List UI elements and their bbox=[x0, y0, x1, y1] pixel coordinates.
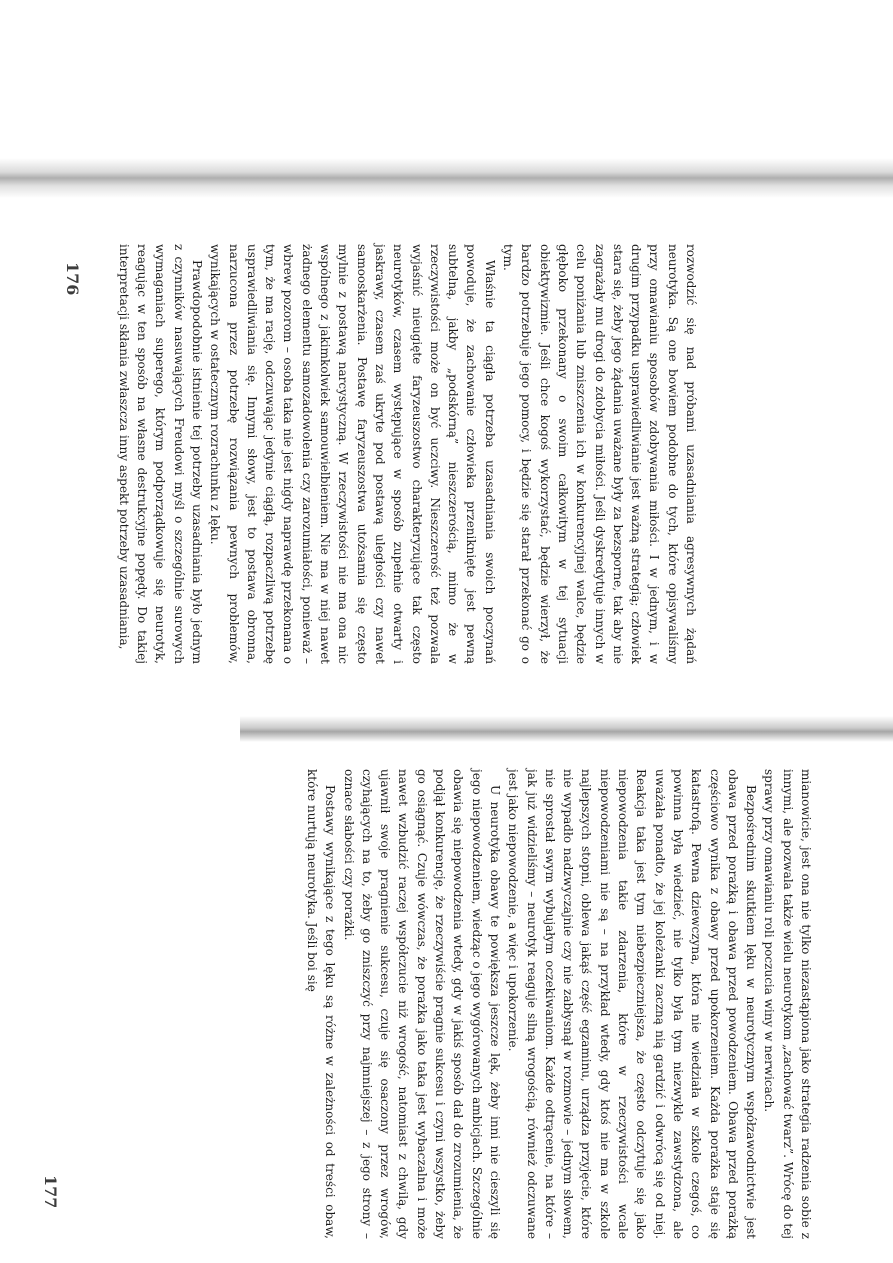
page-number: 176 bbox=[63, 262, 82, 296]
page-edge-shadow bbox=[0, 158, 893, 198]
page-number: 177 bbox=[41, 1175, 60, 1209]
paragraph: mianowicie, jest ona nie tylko niezastąpiona jako strategia radzenia sobie z innymi, ale pozwala także wielu neurotykom „zachować twarz”. Wrócę do tej sprawy przy omawianiu roli poczucia winy w nerwicach. bbox=[762, 769, 813, 1239]
paragraph: Właśnie ta ciągła potrzeba uzasadniania swoich poczynań powoduje, że zachowanie człowieka przeniknięte jest pewną subtelną, jakby „podskórną” nieszczerością, mimo że w rzeczywistości może on być uczciwy. Nieszczerość też pozwala wyjaśnić nieugięte faryzeuszostwo charakteryzujące tak często neurotyków, czasem występujące w sposób zupełnie otwarty i jaskrawy, czasem zaś ukryte pod postawą uległości czy nawet samooskarżenia. Postawę faryzeuszostwa utożsamia się często mylnie z postawą narcystyczną. W rzeczywistości nie ma ona nic wspólnego z jakimkolwiek samouwielbieniem. Nie ma w niej nawet żadnego elementu samozadowolenia czy zarozumiałości, ponieważ – wbrew pozorom – osoba taka nie jest nigdy naprawdę przekonana o tym, że ma rację, odczuwając jedynie ciągłą, rozpaczliwą potrzebę usprawiedliwiania się. Innymi słowy, jest to postawa obronna, narzucona przez potrzebę rozwiązania pewnych problemów, wynikających w ostatecznym rozrachunku z lęku. bbox=[208, 244, 497, 664]
paragraph: Postawy wynikające z tego lęku są różne w zależności od treści obaw, które nurtują neurotyka. Jeśli boi się bbox=[304, 769, 338, 1239]
paragraph: rozwodzić się nad próbami uzasadniania agresywnych żądań neurotyka. Są one bowiem podobne do tych, które opisywaliśmy przy omawianiu sposobów zdobywania miłości. I w jednym, i w drugim przypadku usprawiedliwianie jest ważną strategią; człowiek stara się, żeby jego żądania uważane były za bezsporne, tak aby nie zagrażały mu drogi do zdobycia miłości. Jeśli dyskredytuje innych w celu poniżania lub zniszczenia ich w konkurencyjnej walce, będzie głęboko przekonany o swoim całkowitym w tej sytuacji obiektywizmie. Jeśli chce kogoś wykorzystać, będzie wierzył, że bardzo potrzebuje jego pomocy, i będzie się starał przekonać go o tym. bbox=[501, 244, 698, 664]
paragraph: U neurotyka obawy te powiększa jeszcze lęk, żeby inni nie cieszyli się jego niepowodzeniem, wiedząc o jego wygórowanych ambicjach. Szczególnie obawia się niepowodzenia wtedy, gdy w jakiś sposób dał do zrozumienia, że podjął konkurencję, że rzeczywiście pragnie sukcesu i czyni wszystko, żeby go osiągnąć. Czuje wówczas, że porażka jako taka jest wybaczalna i może nawet wzbudzić raczej współczucie niż wrogość, natomiast z chwilą, gdy ujawnił swoje pragnienie sukcesu, czuje się osaczony przez wrogów, czyhających na to, żeby go zniszczyć przy najmniejszej – z jego strony – oznace słabości czy porażki. bbox=[341, 769, 502, 1239]
paragraph: Bezpośrednim skutkiem lęku w neurotycznym współzawodnictwie jest obawa przed porażką i obawa przed powodzeniem. Obawa przed porażką częściowo wynika z obawy przed upokorzeniem. Każda porażka staje się katastrofą. Pewna dziewczyna, która nie wiedziała w szkole czegoś, co powinna była wiedzieć, nie tylko była tym niezwykle zawstydzona, ale uważała ponadto, że jej koleżanki zaczną nią gardzić i odwrócą się od niej. Reakcja taka jest tym niebezpieczniejsza, że często odczytuje się jako niepowodzenia takie zdarzenia, które w rzeczywistości wcale niepowodzeniami nie są – na przykład wtedy, gdy ktoś nie ma w szkole najlepszych stopni, oblewa jakąś część egzaminu, urządza przyjęcie, które nie wypadło nadzwyczajnie czy nie zabłysnął w rozmowie – jednym słowem, nie sprostał swym wybujałym oczekiwaniom. Każde odtrącenie, na które – jak już widzieliśmy – neurotyk reaguje silną wrogością, również odczuwane jest jako niepowodzenie, a więc i upokorzenie. bbox=[506, 769, 759, 1239]
page-176 bbox=[0, 200, 893, 730]
page-177-text bbox=[303, 769, 815, 1239]
paragraph: Prawdopodobnie istnienie tej potrzeby uzasadniania było jednym z czynników nasuwających Freudowi myśl o szczególnie surowych wymaganiach superego, którym podporządkowuje się neurotyk, reagując w ten sposób na własne destrukcyjne popędy. Do takiej interpretacji skłania zwłaszcza inny aspekt potrzeby uzasadniania, bbox=[116, 244, 204, 664]
page-176-text bbox=[115, 244, 701, 664]
page-177 bbox=[0, 745, 893, 1263]
